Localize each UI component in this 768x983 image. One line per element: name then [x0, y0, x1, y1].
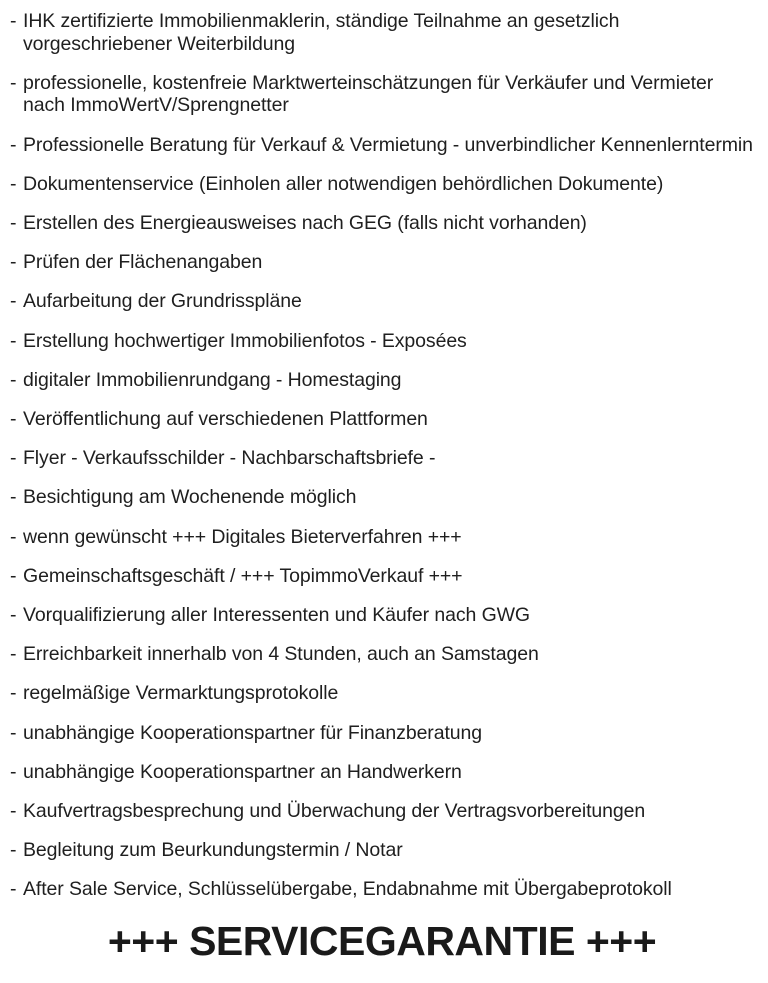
list-item-text: Kaufvertragsbesprechung und Überwachung der Vertragsvorbereitungen [23, 800, 646, 823]
list-item [10, 526, 754, 549]
bullet-dash: - [10, 212, 17, 235]
list-item-text: unabhängige Kooperationspartner für Finanzberatung [23, 721, 483, 744]
list-item [10, 604, 754, 627]
bullet-dash: - [10, 447, 17, 470]
bullet-dash: - [10, 290, 17, 313]
list-item [10, 134, 754, 157]
list-item-text: unabhängige Kooperationspartner an Handwerkern [23, 760, 462, 783]
list-item-text: Veröffentlichung auf verschiedenen Plattformen [23, 408, 428, 431]
bullet-dash: - [10, 721, 17, 744]
list-item [10, 290, 754, 313]
list-item [10, 173, 754, 196]
guarantee-heading: +++ SERVICEGARANTIE +++ [107, 917, 657, 964]
list-item-text: Erstellen des Energieausweises nach GEG (falls nicht vorhanden) [23, 212, 587, 235]
list-item [10, 800, 754, 823]
list-item [10, 251, 754, 274]
bullet-dash: - [10, 368, 17, 391]
list-item [10, 565, 754, 588]
bullet-dash: - [10, 10, 17, 32]
list-item-text: Vorqualifizierung aller Interessenten und Käufer nach GWG [23, 604, 531, 627]
list-item-text: Aufarbeitung der Grundrisspläne [23, 290, 302, 313]
bullet-dash: - [10, 408, 17, 431]
list-item-text: digitaler Immobilienrundgang - Homestaging [23, 368, 402, 391]
list-item-text: Dokumentenservice (Einholen aller notwendigen behördlichen Dokumente) [23, 172, 664, 195]
list-item [10, 10, 754, 55]
list-item-text: Erstellung hochwertiger Immobilienfotos - Exposées [23, 329, 467, 352]
bullet-dash: - [10, 71, 17, 94]
list-item-text: After Sale Service, Schlüsselübergabe, Endabnahme mit Übergabeprotokoll [23, 878, 672, 901]
list-item-text: regelmäßige Vermarktungsprotokolle [23, 682, 339, 705]
list-item-text: Professionelle Beratung für Verkauf & Vermietung - unverbindlicher Kennenlerntermin [23, 133, 753, 156]
list-item [10, 761, 754, 784]
bullet-dash: - [10, 172, 17, 195]
list-item [10, 212, 754, 235]
list-item-text: IHK zertifizierte Immobilienmaklerin, ständige Teilnahme an gesetzlich vorgeschriebener Weiterbildung [23, 10, 620, 55]
bullet-dash: - [10, 839, 17, 862]
list-item [10, 447, 754, 470]
bullet-dash: - [10, 760, 17, 783]
bullet-dash: - [10, 133, 17, 156]
list-item [10, 330, 754, 353]
list-item [10, 369, 754, 392]
bullet-dash: - [10, 800, 17, 823]
list-item-text: Besichtigung am Wochenende möglich [23, 486, 357, 509]
list-item [10, 643, 754, 666]
bullet-dash: - [10, 525, 17, 548]
bullet-dash: - [10, 564, 17, 587]
list-item [10, 878, 754, 901]
list-item-text: Erreichbarkeit innerhalb von 4 Stunden, auch an Samstagen [23, 643, 539, 666]
list-item-text: Prüfen der Flächenangaben [23, 251, 263, 274]
list-item-text: professionelle, kostenfreie Marktwerteinschätzungen für Verkäufer und Vermieter nach ImmoWertV/Sprengnetter [23, 71, 714, 117]
service-list [10, 10, 754, 918]
list-item-text: Begleitung zum Beurkundungstermin / Notar [23, 839, 403, 862]
bullet-dash: - [10, 878, 17, 901]
list-item-text: Flyer - Verkaufsschilder - Nachbarschaftsbriefe - [23, 447, 436, 470]
bullet-dash: - [10, 682, 17, 705]
bullet-dash: - [10, 329, 17, 352]
list-item [10, 72, 754, 117]
list-item-text: wenn gewünscht +++ Digitales Bieterverfahren +++ [23, 525, 462, 548]
bullet-dash: - [10, 643, 17, 666]
bullet-dash: - [10, 604, 17, 627]
list-item [10, 682, 754, 705]
list-item-text: Gemeinschaftsgeschäft / +++ TopimmoVerkauf +++ [23, 564, 463, 587]
list-item [10, 722, 754, 745]
list-item [10, 486, 754, 509]
bullet-dash: - [10, 251, 17, 274]
list-item [10, 408, 754, 431]
list-item [10, 839, 754, 862]
bullet-dash: - [10, 486, 17, 509]
